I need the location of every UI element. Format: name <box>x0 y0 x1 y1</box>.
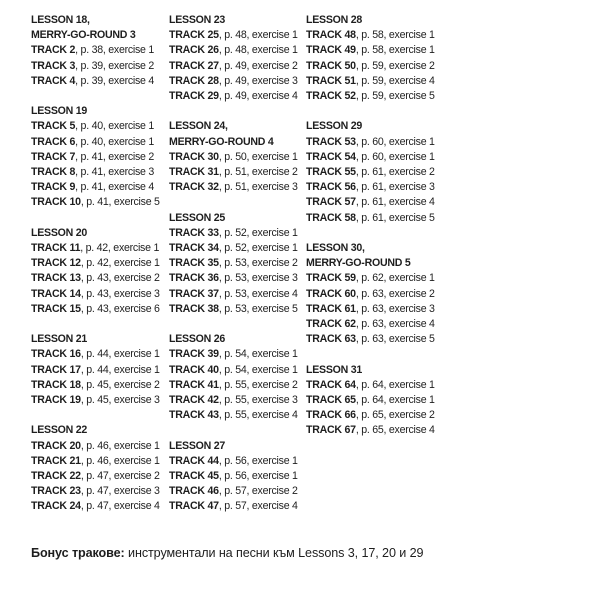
track-number: TRACK 26 <box>169 44 219 57</box>
track-detail: , p. 60, exercise 1 <box>355 150 435 163</box>
track-detail: , p. 44, exercise 1 <box>80 348 160 361</box>
track-number: TRACK 36 <box>169 272 219 285</box>
track-number: TRACK 39 <box>169 348 219 361</box>
track-number: TRACK 8 <box>31 166 76 179</box>
track-number: TRACK 20 <box>31 439 81 452</box>
track-number: TRACK 25 <box>169 29 219 42</box>
track-number: TRACK 13 <box>31 272 81 285</box>
track-entry <box>31 150 169 165</box>
track-entry <box>169 241 307 256</box>
track-entry <box>31 378 169 393</box>
track-entry <box>169 302 307 317</box>
track-entry <box>169 378 307 393</box>
track-entry <box>31 454 169 469</box>
lesson-heading: LESSON 30, <box>306 242 365 255</box>
track-number: TRACK 56 <box>306 181 356 194</box>
track-entry <box>306 59 444 74</box>
lesson-heading: LESSON 28 <box>306 14 363 26</box>
track-entry <box>169 43 307 58</box>
track-number: TRACK 31 <box>169 166 219 179</box>
track-detail: , p. 49, exercise 3 <box>218 74 298 87</box>
track-detail: , p. 61, exercise 4 <box>355 196 435 209</box>
track-entry <box>169 165 307 180</box>
track-number: TRACK 48 <box>306 29 356 42</box>
track-detail: , p. 60, exercise 1 <box>355 135 435 148</box>
track-number: TRACK 7 <box>31 150 76 163</box>
lesson-heading: LESSON 20 <box>31 226 88 239</box>
track-entry <box>169 150 307 165</box>
track-number: TRACK 45 <box>169 470 219 483</box>
track-number: TRACK 17 <box>31 363 81 376</box>
track-entry <box>31 256 169 271</box>
track-number: TRACK 40 <box>169 363 219 376</box>
track-detail: , p. 55, exercise 3 <box>218 394 298 407</box>
track-entry <box>31 347 169 362</box>
track-detail: , p. 53, exercise 2 <box>218 257 298 270</box>
track-entry <box>306 287 444 302</box>
lesson-group <box>306 13 444 104</box>
bonus-tracks-text: инструментали на песни към Lessons 3, 17, 20 и 29 <box>124 546 424 560</box>
lesson-heading: LESSON 25 <box>169 211 226 224</box>
track-number: TRACK 41 <box>169 378 219 391</box>
track-detail: , p. 61, exercise 3 <box>355 181 435 194</box>
lesson-heading: LESSON 26 <box>169 333 226 346</box>
track-entry <box>31 469 169 484</box>
track-detail: , p. 53, exercise 3 <box>218 272 298 285</box>
track-entry <box>306 43 444 58</box>
track-entry <box>31 271 169 286</box>
lesson-group <box>169 211 307 317</box>
lesson-group <box>169 13 307 104</box>
track-entry <box>169 74 307 89</box>
lesson-group <box>306 119 444 225</box>
track-number: TRACK 49 <box>306 44 356 57</box>
bonus-tracks-label: Бонус тракове: <box>31 546 125 560</box>
track-detail: , p. 47, exercise 4 <box>80 500 160 513</box>
track-detail: , p. 43, exercise 2 <box>80 272 160 285</box>
track-entry <box>31 119 169 134</box>
lesson-group <box>31 104 169 210</box>
track-number: TRACK 42 <box>169 394 219 407</box>
track-detail: , p. 47, exercise 3 <box>80 485 160 498</box>
track-number: TRACK 22 <box>31 470 81 483</box>
track-detail: , p. 50, exercise 1 <box>218 150 298 163</box>
track-number: TRACK 4 <box>31 74 76 87</box>
track-number: TRACK 47 <box>169 500 219 513</box>
track-detail: , p. 38, exercise 1 <box>75 44 155 57</box>
track-number: TRACK 60 <box>306 287 356 300</box>
track-detail: , p. 47, exercise 2 <box>80 470 160 483</box>
track-number: TRACK 38 <box>169 302 219 315</box>
track-number: TRACK 19 <box>31 394 81 407</box>
track-entry <box>169 408 307 423</box>
track-entry <box>169 28 307 43</box>
track-detail: , p. 54, exercise 1 <box>218 363 298 376</box>
lesson-heading: LESSON 18, <box>31 14 90 26</box>
lesson-group <box>169 439 307 515</box>
track-detail: , p. 48, exercise 1 <box>218 29 298 42</box>
track-list-column-2 <box>169 13 307 530</box>
track-entry <box>306 423 444 438</box>
track-number: TRACK 3 <box>31 59 76 72</box>
track-detail: , p. 40, exercise 1 <box>75 120 155 133</box>
track-detail: , p. 53, exercise 5 <box>218 302 298 315</box>
track-entry <box>169 393 307 408</box>
track-number: TRACK 52 <box>306 90 356 103</box>
track-number: TRACK 43 <box>169 409 219 422</box>
track-entry <box>31 180 169 195</box>
track-entry <box>169 59 307 74</box>
track-detail: , p. 49, exercise 2 <box>218 59 298 72</box>
track-detail: , p. 49, exercise 4 <box>218 90 298 103</box>
track-detail: , p. 52, exercise 1 <box>218 226 298 239</box>
track-detail: , p. 63, exercise 5 <box>355 333 435 346</box>
track-detail: , p. 55, exercise 2 <box>218 378 298 391</box>
track-entry <box>306 317 444 332</box>
track-number: TRACK 35 <box>169 257 219 270</box>
track-number: TRACK 15 <box>31 302 81 315</box>
lesson-group <box>169 332 307 423</box>
track-detail: , p. 62, exercise 1 <box>355 272 435 285</box>
track-detail: , p. 51, exercise 2 <box>218 166 298 179</box>
track-detail: , p. 57, exercise 4 <box>218 500 298 513</box>
track-number: TRACK 32 <box>169 181 219 194</box>
track-number: TRACK 34 <box>169 242 219 255</box>
track-detail: , p. 45, exercise 2 <box>80 378 160 391</box>
track-entry <box>31 195 169 210</box>
track-entry <box>31 59 169 74</box>
track-number: TRACK 33 <box>169 226 219 239</box>
track-entry <box>169 469 307 484</box>
track-detail: , p. 63, exercise 4 <box>355 318 435 331</box>
track-number: TRACK 66 <box>306 409 356 422</box>
track-number: TRACK 67 <box>306 424 356 437</box>
lesson-heading: LESSON 23 <box>169 14 226 26</box>
track-entry <box>31 302 169 317</box>
bonus-tracks-note <box>31 545 423 561</box>
track-number: TRACK 55 <box>306 166 356 179</box>
track-number: TRACK 30 <box>169 150 219 163</box>
track-entry <box>306 393 444 408</box>
track-detail: , p. 56, exercise 1 <box>218 470 298 483</box>
track-entry <box>169 271 307 286</box>
track-detail: , p. 46, exercise 1 <box>80 454 160 467</box>
track-entry <box>31 165 169 180</box>
track-entry <box>306 332 444 347</box>
track-entry <box>306 165 444 180</box>
track-detail: , p. 58, exercise 1 <box>355 29 435 42</box>
track-entry <box>31 287 169 302</box>
track-number: TRACK 10 <box>31 196 81 209</box>
track-list-column-1 <box>31 13 169 530</box>
track-entry <box>169 287 307 302</box>
track-entry <box>306 89 444 104</box>
track-detail: , p. 46, exercise 1 <box>80 439 160 452</box>
lesson-group <box>169 119 307 195</box>
track-entry <box>169 454 307 469</box>
lesson-heading: LESSON 22 <box>31 424 88 437</box>
track-entry <box>306 408 444 423</box>
track-detail: , p. 61, exercise 5 <box>355 211 435 224</box>
track-entry <box>306 195 444 210</box>
track-number: TRACK 54 <box>306 150 356 163</box>
track-entry <box>306 135 444 150</box>
track-detail: , p. 51, exercise 3 <box>218 181 298 194</box>
lesson-heading: LESSON 27 <box>169 439 226 452</box>
track-number: TRACK 46 <box>169 485 219 498</box>
track-number: TRACK 44 <box>169 454 219 467</box>
lesson-group <box>31 226 169 317</box>
track-detail: , p. 42, exercise 1 <box>80 242 160 255</box>
track-number: TRACK 65 <box>306 394 356 407</box>
track-number: TRACK 64 <box>306 378 356 391</box>
track-detail: , p. 41, exercise 2 <box>75 150 155 163</box>
track-number: TRACK 63 <box>306 333 356 346</box>
lesson-heading: MERRY-GO-ROUND 3 <box>31 29 136 42</box>
track-detail: , p. 45, exercise 3 <box>80 394 160 407</box>
track-detail: , p. 41, exercise 3 <box>75 166 155 179</box>
track-entry <box>31 439 169 454</box>
track-number: TRACK 2 <box>31 44 76 57</box>
track-number: TRACK 5 <box>31 120 76 133</box>
lesson-heading: LESSON 24, <box>169 120 228 133</box>
track-entry <box>31 135 169 150</box>
track-entry <box>169 256 307 271</box>
track-number: TRACK 61 <box>306 302 356 315</box>
track-detail: , p. 48, exercise 1 <box>218 44 298 57</box>
track-entry <box>31 484 169 499</box>
track-entry <box>169 347 307 362</box>
track-number: TRACK 18 <box>31 378 81 391</box>
track-number: TRACK 53 <box>306 135 356 148</box>
lesson-group <box>306 241 444 347</box>
track-detail: , p. 59, exercise 2 <box>355 59 435 72</box>
track-detail: , p. 56, exercise 1 <box>218 454 298 467</box>
track-detail: , p. 43, exercise 6 <box>80 302 160 315</box>
track-number: TRACK 37 <box>169 287 219 300</box>
track-entry <box>306 74 444 89</box>
track-number: TRACK 59 <box>306 272 356 285</box>
track-detail: , p. 59, exercise 4 <box>355 74 435 87</box>
track-entry <box>169 484 307 499</box>
track-number: TRACK 58 <box>306 211 356 224</box>
track-entry <box>169 180 307 195</box>
track-detail: , p. 64, exercise 1 <box>355 378 435 391</box>
track-detail: , p. 63, exercise 2 <box>355 287 435 300</box>
track-detail: , p. 39, exercise 4 <box>75 74 155 87</box>
track-number: TRACK 24 <box>31 500 81 513</box>
track-number: TRACK 11 <box>31 242 81 255</box>
track-detail: , p. 44, exercise 1 <box>80 363 160 376</box>
track-detail: , p. 53, exercise 4 <box>218 287 298 300</box>
track-entry <box>306 28 444 43</box>
track-detail: , p. 65, exercise 2 <box>355 409 435 422</box>
track-detail: , p. 52, exercise 1 <box>218 242 298 255</box>
track-entry <box>31 363 169 378</box>
lesson-heading: LESSON 29 <box>306 120 363 133</box>
track-number: TRACK 51 <box>306 74 356 87</box>
track-entry <box>306 378 444 393</box>
lesson-group <box>31 423 169 514</box>
track-number: TRACK 12 <box>31 257 81 270</box>
track-entry <box>306 180 444 195</box>
lesson-heading: LESSON 31 <box>306 363 363 376</box>
lesson-group <box>31 13 169 89</box>
track-entry <box>31 241 169 256</box>
lesson-group <box>31 332 169 408</box>
track-detail: , p. 57, exercise 2 <box>218 485 298 498</box>
lesson-heading: LESSON 19 <box>31 105 88 118</box>
track-number: TRACK 28 <box>169 74 219 87</box>
track-detail: , p. 54, exercise 1 <box>218 348 298 361</box>
track-entry <box>169 363 307 378</box>
track-detail: , p. 58, exercise 1 <box>355 44 435 57</box>
track-detail: , p. 42, exercise 1 <box>80 257 160 270</box>
track-detail: , p. 61, exercise 2 <box>355 166 435 179</box>
track-number: TRACK 50 <box>306 59 356 72</box>
track-detail: , p. 41, exercise 4 <box>75 181 155 194</box>
track-number: TRACK 16 <box>31 348 81 361</box>
track-detail: , p. 40, exercise 1 <box>75 135 155 148</box>
track-list-column-3 <box>306 13 444 454</box>
track-detail: , p. 64, exercise 1 <box>355 394 435 407</box>
track-detail: , p. 55, exercise 4 <box>218 409 298 422</box>
track-entry <box>31 393 169 408</box>
track-entry <box>169 499 307 514</box>
track-number: TRACK 27 <box>169 59 219 72</box>
track-number: TRACK 23 <box>31 485 81 498</box>
track-number: TRACK 21 <box>31 454 81 467</box>
lesson-group <box>306 363 444 439</box>
track-entry <box>306 302 444 317</box>
track-number: TRACK 29 <box>169 90 219 103</box>
track-number: TRACK 6 <box>31 135 76 148</box>
track-detail: , p. 63, exercise 3 <box>355 302 435 315</box>
track-entry <box>31 74 169 89</box>
lesson-heading: MERRY-GO-ROUND 4 <box>169 135 274 148</box>
track-entry <box>306 271 444 286</box>
track-entry <box>306 211 444 226</box>
track-detail: , p. 39, exercise 2 <box>75 59 155 72</box>
track-number: TRACK 14 <box>31 287 81 300</box>
track-detail: , p. 43, exercise 3 <box>80 287 160 300</box>
track-detail: , p. 59, exercise 5 <box>355 90 435 103</box>
track-entry <box>306 150 444 165</box>
track-entry <box>31 499 169 514</box>
track-entry <box>169 89 307 104</box>
lesson-heading: LESSON 21 <box>31 333 88 346</box>
track-detail: , p. 41, exercise 5 <box>80 196 160 209</box>
track-entry <box>31 43 169 58</box>
track-number: TRACK 9 <box>31 181 76 194</box>
track-number: TRACK 57 <box>306 196 356 209</box>
track-entry <box>169 226 307 241</box>
track-number: TRACK 62 <box>306 318 356 331</box>
lesson-heading: MERRY-GO-ROUND 5 <box>306 257 411 270</box>
track-detail: , p. 65, exercise 4 <box>355 424 435 437</box>
